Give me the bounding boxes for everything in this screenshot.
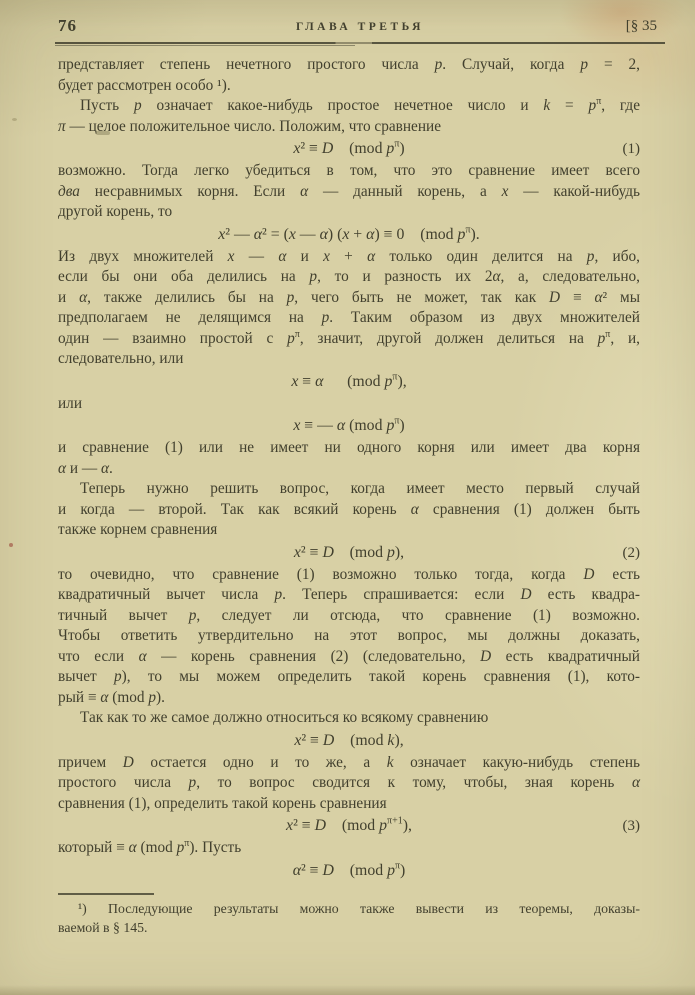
display-formula: x² ≡ D (mod $p^\pi$) (1) [58,138,640,160]
footnote-rule [58,893,154,895]
page-header [55,16,665,40]
text-line: представляет степень нечетного простого числа p. Случай, когда p = 2, [58,56,641,73]
text-line: Пусть p означает какое-нибудь простое нечетное число и $k = p^\pi$, где [80,95,640,114]
text-line: квадратичный вычет числа p. Теперь спрашивается: если D есть квадра- [58,586,640,603]
equation-number: (2) [622,544,640,561]
text-line: который ≡ α (mod $p^\pi$). Пусть [58,837,242,856]
text-line: или [58,394,83,412]
text-line: и сравнение (1) или не имеет ни одного корня или имеет два корня [58,439,640,456]
display-formula: x² ≡ D (mod p), (2) [58,542,640,564]
header-rule [55,42,665,44]
text-line: Теперь нужно решить вопрос, когда имеет место первый случай [80,480,640,497]
text-line: возможно. Тогда легко убедиться в том, что это сравнение имеет всего [58,162,640,179]
text-line: другой корень, то [58,203,173,220]
display-formula: x ≡ α (mod $p^\pi$), [291,371,407,390]
text-line: и когда — второй. Так как всякий корень α сравнения (1) должен быть [58,500,640,518]
text-line: α и — α. [58,459,113,477]
text-line: сравнения (1), определить такой корень сравнения [58,794,387,812]
paper-speck [12,118,17,121]
footnote-line: ваемой в § 145. [58,920,148,935]
text-line: вычет p), то мы можем определить такой корень сравнения (1), кото- [58,668,640,685]
header-rule-secondary [55,45,355,46]
text-line: Из двух множителей x — α и x + α только один делится на p, ибо, [58,247,640,265]
display-formula: x² — α² = (x — α) (x + α) ≡ 0 (mod $p^\pi$). [218,224,480,243]
text-line: Чтобы ответить утвердительно на этот вопрос, мы должны доказать, [58,627,640,644]
display-formula: x² ≡ D (mod k), [294,731,404,749]
text-line: то очевидно, что сравнение (1) возможно только тогда, когда D есть [58,565,640,583]
text-line: один — взаимно простой с $p^\pi$, значит, другой должен делиться на $p^\pi$, и, [58,328,640,347]
text-line: будет рассмотрен особо ¹). [58,76,231,94]
text-line: предполагаем не делящимся на p. Таким образом из двух множителей [58,309,640,326]
text-line: и α, также делились бы на p, чего быть не может, так как D ≡ α² мы [58,288,640,306]
display-formula: α² ≡ D (mod $p^\pi$) [292,860,406,879]
text-line: рый ≡ α (mod p). [58,688,165,706]
paper-speck [9,543,13,547]
text-line: если бы они оба делились на p, то и разность их 2α, а, следовательно, [58,268,640,285]
section-ref: [§ 35 [625,18,657,34]
footnote [58,899,640,937]
text-line: простого числа p, то вопрос сводится к тому, чтобы, зная корень α [58,774,640,791]
text-line: Так как то же самое должно относиться ко всякому сравнению [80,709,489,726]
text-line: причем D остается одно и то же, а k означает какую-нибудь степень [58,753,641,771]
text-line: π — целое положительное число. Положим, что сравнение [58,117,441,135]
display-formula: x ≡ — α (mod $p^\pi$) [293,415,405,434]
equation-number: (3) [622,818,640,834]
page-number: 76 [58,16,77,35]
footnote-line: ¹) Последующие результаты можно также вывести из теоремы, доказы- [78,901,640,916]
text-line: тичный вычет p, следует ли отсюда, что сравнение (1) возможно. [58,606,641,624]
text-line: что если α — корень сравнения (2) (следовательно, D есть квадратичный [58,647,640,665]
page-body-text [58,55,640,883]
text-line: также корнем сравнения [58,521,218,538]
text-line: два несравнимых корня. Если α — данный корень, а x — какой-нибудь [58,182,640,200]
chapter-title: ГЛАВА ТРЕТЬЯ [296,21,424,33]
text-line: следовательно, или [58,350,184,367]
display-formula: x² ≡ D (mod $p^{\pi+1}$), (3) [58,815,640,837]
equation-number: (1) [622,141,640,157]
